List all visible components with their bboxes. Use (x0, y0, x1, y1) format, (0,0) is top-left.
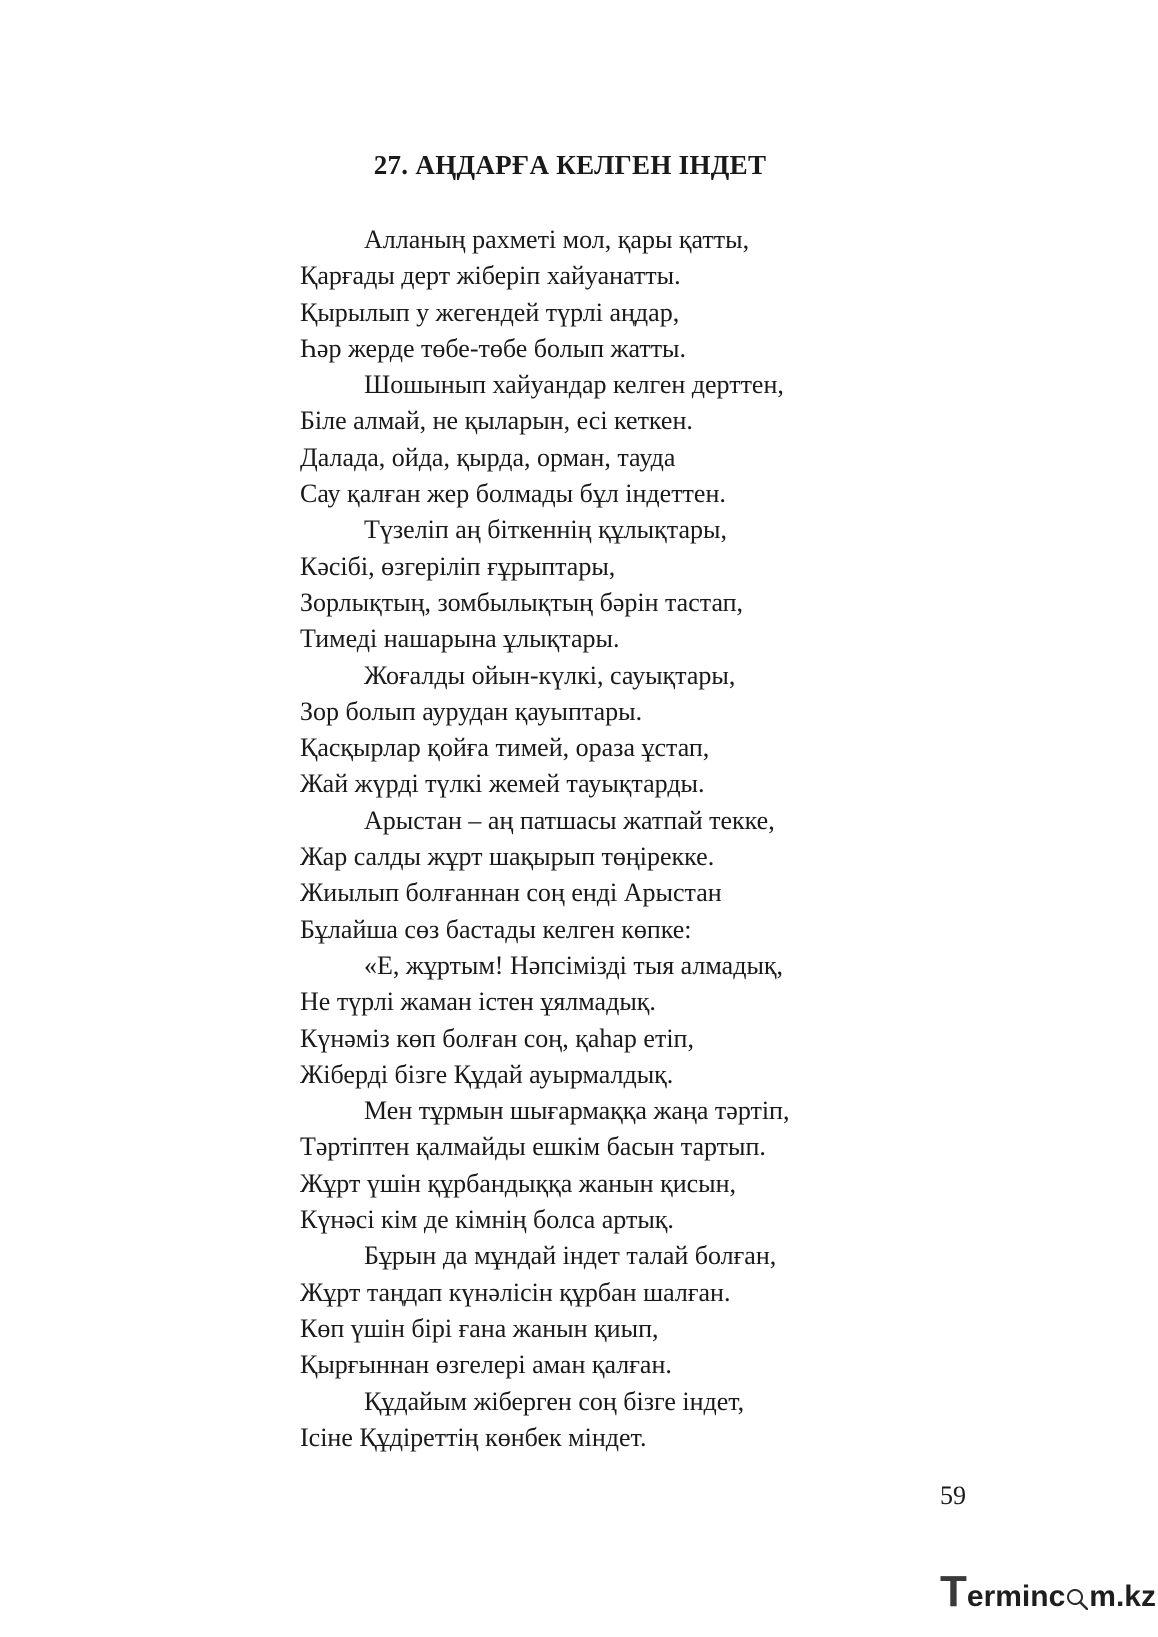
poem-line: Жиылып болғаннан соң енді Арыстан (300, 878, 722, 908)
poem-line: Алланың рахметі мол, қары қатты, (364, 225, 750, 254)
watermark-text-middle: erminc (966, 1580, 1066, 1613)
poem-line: Жоғалды ойын-күлкі, сауықтары, (364, 660, 736, 690)
poem-line: Тәртіптен қалмайды ешкім басын тартып. (300, 1132, 766, 1162)
poem-line: Һәр жерде төбе-төбе болып жатты. (300, 333, 687, 363)
poem-line: Ісіне Құдіреттің көнбек міндет. (300, 1422, 647, 1452)
watermark-first-letter: T (940, 1567, 967, 1616)
poem-line: Құдайым жіберген соң бізге індет, (364, 1386, 745, 1416)
poem-line: Түзеліп аң біткеннің құлықтары, (364, 515, 727, 545)
poem-line: Тимеді нашарына ұлықтары. (300, 624, 620, 654)
watermark-text-domain: m.kz (1089, 1580, 1156, 1613)
poem-line: Жіберді бізге Құдай ауырмалдық. (300, 1059, 674, 1089)
poem-line: Күнәміз көп болған соң, қаһар етіп, (300, 1023, 694, 1053)
poem-line: Күнәсі кім де кімнің болса артық. (300, 1205, 674, 1235)
poem-line: Жұрт таңдап күнәлісін құрбан шалған. (300, 1277, 731, 1307)
poem-body (300, 222, 940, 1456)
chapter-title: 27. АҢДАРҒА КЕЛГЕН ІНДЕТ (373, 150, 767, 180)
poem-line: Бұрын да мұндай індет талай болған, (364, 1241, 777, 1271)
poem-line: Арыстан – аң патшасы жатпай текке, (364, 805, 775, 835)
poem-line: Жұрт үшін құрбандыққа жанын қисын, (300, 1168, 737, 1198)
poem-line: Кәсібі, өзгеріліп ғұрыптары, (300, 551, 616, 581)
magnifier-icon (1066, 1588, 1088, 1610)
poem-line: «Е, жұртым! Нәпсімізді тыя алмадық, (364, 950, 784, 980)
poem-line: Бұлайша сөз бастады келген көпке: (300, 914, 692, 944)
watermark-logo (940, 1568, 1156, 1614)
poem-line: Шошынып хайуандар келген дерттен, (364, 370, 784, 400)
poem-line: Көп үшін бірі ғана жанын қиып, (300, 1313, 659, 1343)
poem-line: Далада, ойда, қырда, орман, тауда (300, 442, 676, 472)
page-number: 59 (940, 1481, 966, 1510)
poem-line: Мен тұрмын шығармаққа жаңа тәртіп, (364, 1096, 790, 1126)
poem-line: Не түрлі жаман істен ұялмадық. (300, 987, 656, 1017)
poem-line: Зорлықтың, зомбылықтың бәрін тастап, (300, 587, 744, 617)
poem-line: Жар салды жұрт шақырып төңірекке. (300, 842, 715, 872)
poem-line: Сау қалған жер болмады бұл індеттен. (300, 479, 726, 509)
poem-line: Қарғады дерт жіберіп хайуанатты. (300, 261, 681, 291)
poem-line: Зор болып аурудан қауыптары. (300, 696, 643, 726)
poem-line: Біле алмай, не қыларын, есі кеткен. (300, 406, 693, 436)
poem-line: Жай жүрді түлкі жемей тауықтарды. (300, 769, 705, 799)
poem-line: Қырғыннан өзгелері аман қалған. (300, 1350, 672, 1380)
poem-line: Қырылып у жегендей түрлі аңдар, (300, 297, 680, 327)
poem-line: Қасқырлар қойға тимей, ораза ұстап, (300, 733, 710, 763)
